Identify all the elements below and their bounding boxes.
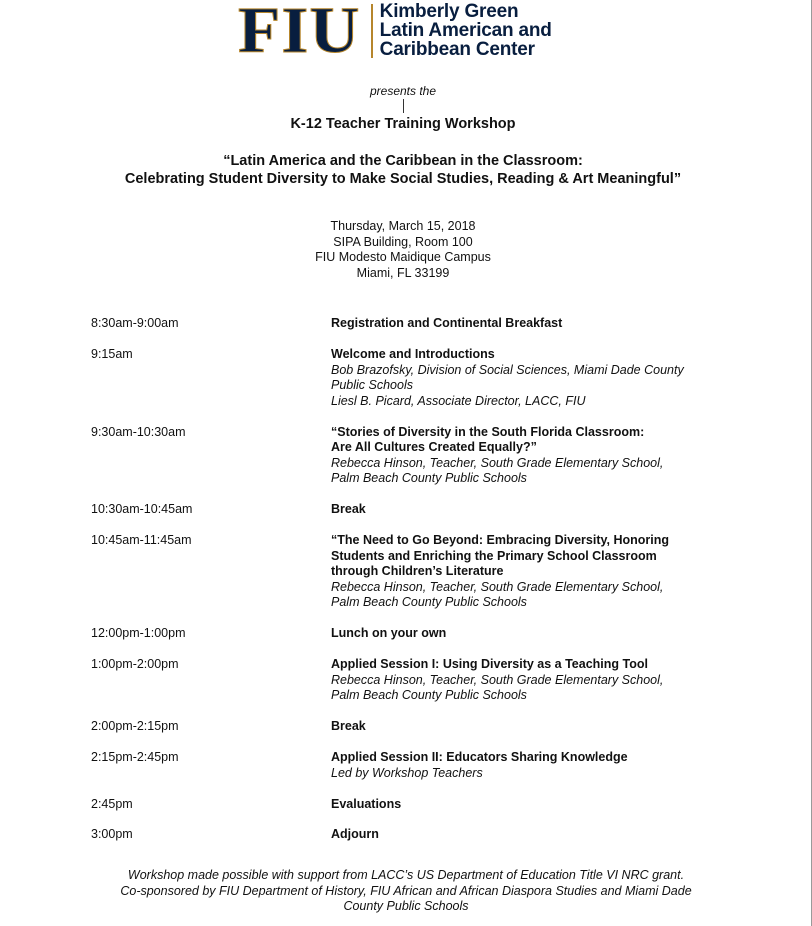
- workshop-title: K-12 Teacher Training Workshop: [290, 116, 516, 132]
- agenda-row: [91, 626, 731, 642]
- session-speaker: Liesl B. Picard, Associate Director, LACC, FIU: [331, 393, 586, 408]
- agenda-time: 2:00pm-2:15pm: [91, 719, 179, 733]
- session-title: Adjourn: [331, 827, 379, 841]
- venue-block: [0, 219, 806, 281]
- session-title: Evaluations: [331, 796, 402, 811]
- session-speaker: Palm Beach County Public Schools: [331, 471, 527, 485]
- agenda-detail: [331, 425, 731, 487]
- agenda-row: [91, 347, 731, 409]
- session-title: Applied Session II: Educators Sharing Knowledge: [331, 750, 628, 764]
- session-speaker: Palm Beach County Public Schools: [331, 595, 527, 609]
- agenda-detail: [331, 626, 731, 642]
- agenda-detail: [331, 719, 731, 735]
- session-speaker: Public Schools: [331, 378, 413, 392]
- session-title: through Children’s Literature: [331, 564, 504, 578]
- session-speaker: Rebecca Hinson, Teacher, South Grade Elementary School,: [331, 579, 664, 594]
- agenda-time: 2:15pm-2:45pm: [91, 750, 179, 764]
- agenda-time: 2:45pm: [91, 796, 133, 811]
- event-building: SIPA Building, Room 100: [333, 234, 473, 249]
- event-city: Miami, FL 33199: [356, 265, 450, 280]
- session-title: Welcome and Introductions: [331, 347, 495, 361]
- center-name: [380, 2, 552, 59]
- agenda-row: [91, 657, 731, 704]
- fiu-logo-mark: FIU: [238, 0, 361, 67]
- agenda-row: [91, 719, 731, 735]
- agenda-time: 10:45am-11:45am: [91, 533, 192, 547]
- footer-line2: Co-sponsored by FIU Department of History, FIU African and African Diaspora Studies and Miami Dade: [120, 883, 692, 898]
- session-title: Break: [331, 502, 366, 516]
- theme-line1: “Latin America and the Caribbean in the Classroom:: [223, 153, 583, 169]
- agenda-row: [91, 502, 731, 518]
- agenda: [91, 316, 731, 843]
- center-name-line1: Kimberly Green: [379, 1, 519, 22]
- session-speaker: Rebecca Hinson, Teacher, South Grade Elementary School,: [331, 455, 664, 470]
- agenda-detail: [331, 533, 731, 611]
- agenda-time: 9:30am-10:30am: [91, 424, 186, 439]
- workshop-theme: [0, 152, 806, 188]
- session-title: Break: [331, 719, 366, 733]
- session-speaker: Led by Workshop Teachers: [331, 765, 483, 780]
- session-title: Applied Session I: Using Diversity as a Teaching Tool: [331, 657, 648, 671]
- agenda-detail: [331, 502, 731, 518]
- event-date: Thursday, March 15, 2018: [330, 219, 476, 233]
- agenda-detail: [331, 797, 731, 813]
- session-speaker: Palm Beach County Public Schools: [331, 688, 527, 702]
- agenda-detail: [331, 657, 731, 704]
- footer-line3: County Public Schools: [343, 899, 469, 913]
- logo-divider: [371, 4, 373, 58]
- event-campus: FIU Modesto Maidique Campus: [315, 250, 491, 264]
- agenda-row: [91, 797, 731, 813]
- fiu-lacc-logo: [238, 0, 552, 67]
- footer-line1: Workshop made possible with support from LACC’s US Department of Education Title VI NRC grant.: [127, 868, 685, 882]
- footer-note: [86, 868, 726, 915]
- center-name-line2: Latin American and: [379, 20, 552, 41]
- session-title: Registration and Continental Breakfast: [331, 316, 563, 330]
- center-name-line3: Caribbean Center: [379, 39, 535, 60]
- agenda-row: [91, 316, 731, 332]
- session-title: “The Need to Go Beyond: Embracing Diversity, Honoring: [331, 533, 670, 547]
- agenda-time: 10:30am-10:45am: [91, 502, 193, 516]
- agenda-time: 1:00pm-2:00pm: [91, 657, 179, 671]
- session-title: Lunch on your own: [331, 626, 447, 640]
- agenda-detail: [331, 316, 731, 332]
- presents-text: presents the: [369, 84, 437, 98]
- session-title: “Stories of Diversity in the South Florida Classroom:: [331, 424, 645, 439]
- theme-line2: Celebrating Student Diversity to Make Social Studies, Reading & Art Meaningful”: [124, 171, 682, 187]
- agenda-time: 3:00pm: [91, 827, 133, 841]
- agenda-time: 9:15am: [91, 347, 133, 361]
- agenda-time: 12:00pm-1:00pm: [91, 626, 186, 640]
- agenda-row: [91, 533, 731, 611]
- session-speaker: Rebecca Hinson, Teacher, South Grade Elementary School,: [331, 672, 664, 687]
- agenda-row: [91, 425, 731, 487]
- session-title: Students and Enriching the Primary School Classroom: [331, 548, 657, 563]
- text-cursor: [403, 99, 404, 113]
- session-speaker: Bob Brazofsky, Division of Social Sciences, Miami Dade County: [331, 362, 684, 377]
- session-title: Are All Cultures Created Equally?”: [331, 440, 537, 454]
- agenda-row: [91, 750, 731, 781]
- agenda-detail: [331, 347, 731, 409]
- agenda-row: [91, 827, 731, 843]
- agenda-detail: [331, 827, 731, 843]
- agenda-time: 8:30am-9:00am: [91, 316, 179, 330]
- agenda-detail: [331, 750, 731, 781]
